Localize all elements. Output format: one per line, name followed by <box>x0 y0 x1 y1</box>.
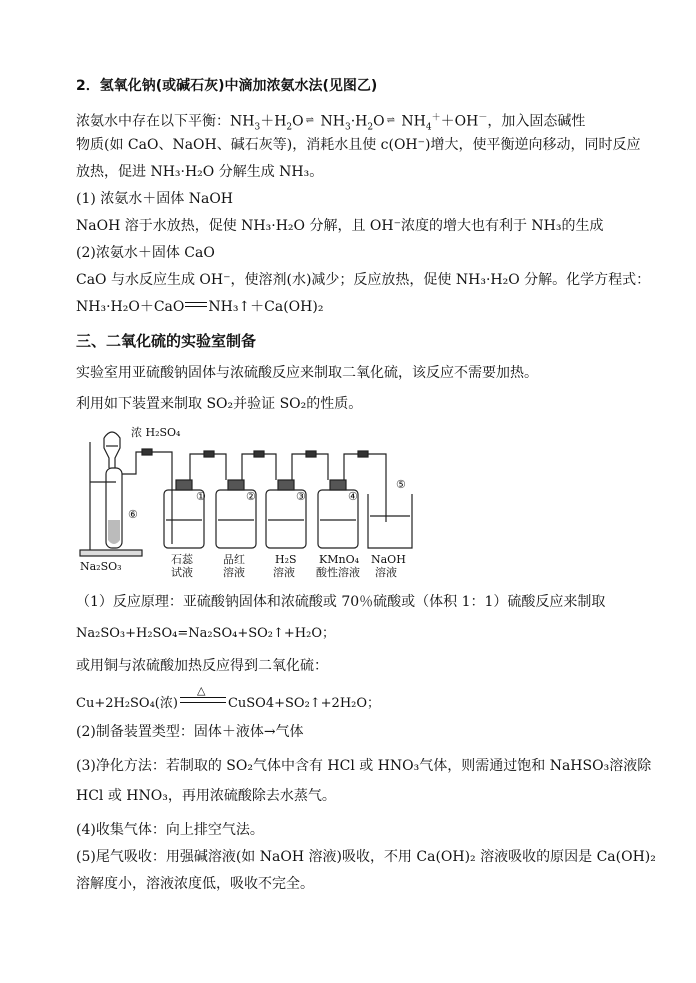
label-bottle-1b: 试液 <box>171 566 193 579</box>
item2-equation <box>76 297 323 317</box>
label-bottle-1a: 石蕊 <box>171 553 193 566</box>
bottle-1 <box>164 454 226 548</box>
number-5: ⑤ <box>396 478 406 491</box>
equilibrium-arrow-icon-2: ⇌ <box>386 114 395 126</box>
item2-title: (2)浓氨水＋固体 CaO <box>76 245 215 261</box>
number-4: ④ <box>348 490 358 503</box>
tail-line-1: (5)尾气吸收：用强碱溶液(如 NaOH 溶液)吸收，不用 Ca(OH)₂ 溶液吸收的原因是 Ca(OH)₂ <box>76 849 656 865</box>
principle-line: （1）反应原理：亚硫酸钠固体和浓硫酸或 70％硫酸或（体积 1：1）硫酸反应来制取 <box>76 594 606 610</box>
beaker-5 <box>368 494 412 548</box>
label-bottle-4b: 酸性溶液 <box>316 566 360 579</box>
equals-sign-icon <box>185 302 207 307</box>
label-bottle-3b: 溶液 <box>273 566 295 579</box>
alt-line: 或用铜与浓硫酸加热反应得到二氧化硫： <box>76 658 328 674</box>
number-2: ② <box>246 490 256 503</box>
label-bottle-2a: 品红 <box>223 553 245 566</box>
equilibrium-arrow-icon: ⇌ <box>305 114 315 126</box>
purify-line-2: HCl 或 HNO₃，再用浓硫酸除去水蒸气。 <box>76 788 336 804</box>
heat-equals-sign-icon <box>180 684 226 703</box>
purify-line-1: (3)净化方法：若制取的 SO₂气体中含有 HCl 或 HNO₃气体，则需通过饱和 NaHSO₃溶液除 <box>76 758 652 774</box>
acid-label: 浓 H₂SO₄ <box>131 426 181 439</box>
label-beaker-5b: 溶液 <box>375 566 397 579</box>
paragraph-line: 放热，促进 NH₃·H₂O 分解生成 NH₃。 <box>76 164 324 180</box>
equation-right: NH₃↑＋Ca(OH)₂ <box>208 299 324 315</box>
equation-left: NH₃·H₂O＋CaO <box>76 299 185 315</box>
paragraph-line: 物质(如 CaO、NaOH、碱石灰等)，消耗水且使 c(OH⁻)增大，使平衡逆向移动，同时反应 <box>76 137 641 153</box>
flask-label: Na₂SO₃ <box>80 560 122 573</box>
type-line: (2)制备装置类型：固体＋液体→气体 <box>76 724 304 740</box>
equation-2-left: Cu+2H₂SO₄(浓) <box>76 696 178 711</box>
heat-condition: △ <box>196 684 206 697</box>
stand-base <box>80 550 142 556</box>
label-bottle-4a: KMnO₄ <box>319 553 359 566</box>
collect-line: (4)收集气体：向上排空气法。 <box>76 822 264 838</box>
number-1: ① <box>196 490 206 503</box>
label-beaker-5a: NaOH <box>371 553 406 566</box>
equilibrium-line: 浓氨水中存在以下平衡：$NH_3+H_2O$ ⇌ $NH_3\cdot H_2O$ ⇌ $NH_4^++OH^-$，加入固态碱性 <box>76 108 585 137</box>
equation-2 <box>76 684 381 714</box>
label-bottle-3a: H₂S <box>275 553 297 566</box>
label-bottle-2b: 溶液 <box>223 566 245 579</box>
item1-title: (1) 浓氨水＋固体 NaOH <box>76 191 234 207</box>
intro-line: 利用如下装置来制取 SO₂并验证 SO₂的性质。 <box>76 396 363 412</box>
tail-line-2: 溶解度小，溶液浓度低，吸收不完全。 <box>76 876 314 892</box>
equation-1: Na₂SO₃+H₂SO₄=Na₂SO₄+SO₂↑+H₂O； <box>76 626 335 641</box>
equation-2-right: CuSO4+SO₂↑+2H₂O； <box>227 696 381 711</box>
equilibrium-tail: ，加入固态碱性 <box>487 113 586 130</box>
item2-text: CaO 与水反应生成 OH⁻，使溶剂(水)减少；反应放热，促使 NH₃·H₂O 分解。化学方程式： <box>76 272 651 288</box>
section3-heading: 三、二氧化硫的实验室制备 <box>76 332 257 350</box>
section2-heading: 2．氢氧化钠(或碱石灰)中滴加浓氨水法(见图乙) <box>76 78 378 94</box>
equilibrium-lead: 浓氨水中存在以下平衡：NH <box>76 113 255 130</box>
funnel <box>104 432 120 468</box>
intro-line: 实验室用亚硫酸钠固体与浓硫酸反应来制取二氧化硫，该反应不需要加热。 <box>76 365 538 381</box>
number-6: ⑥ <box>128 508 138 521</box>
item1-text: NaOH 溶于水放热，促使 NH₃·H₂O 分解，且 OH⁻浓度的增大也有利于 NH₃的生成 <box>76 218 604 234</box>
number-3: ③ <box>296 490 306 503</box>
apparatus-diagram <box>76 424 426 584</box>
